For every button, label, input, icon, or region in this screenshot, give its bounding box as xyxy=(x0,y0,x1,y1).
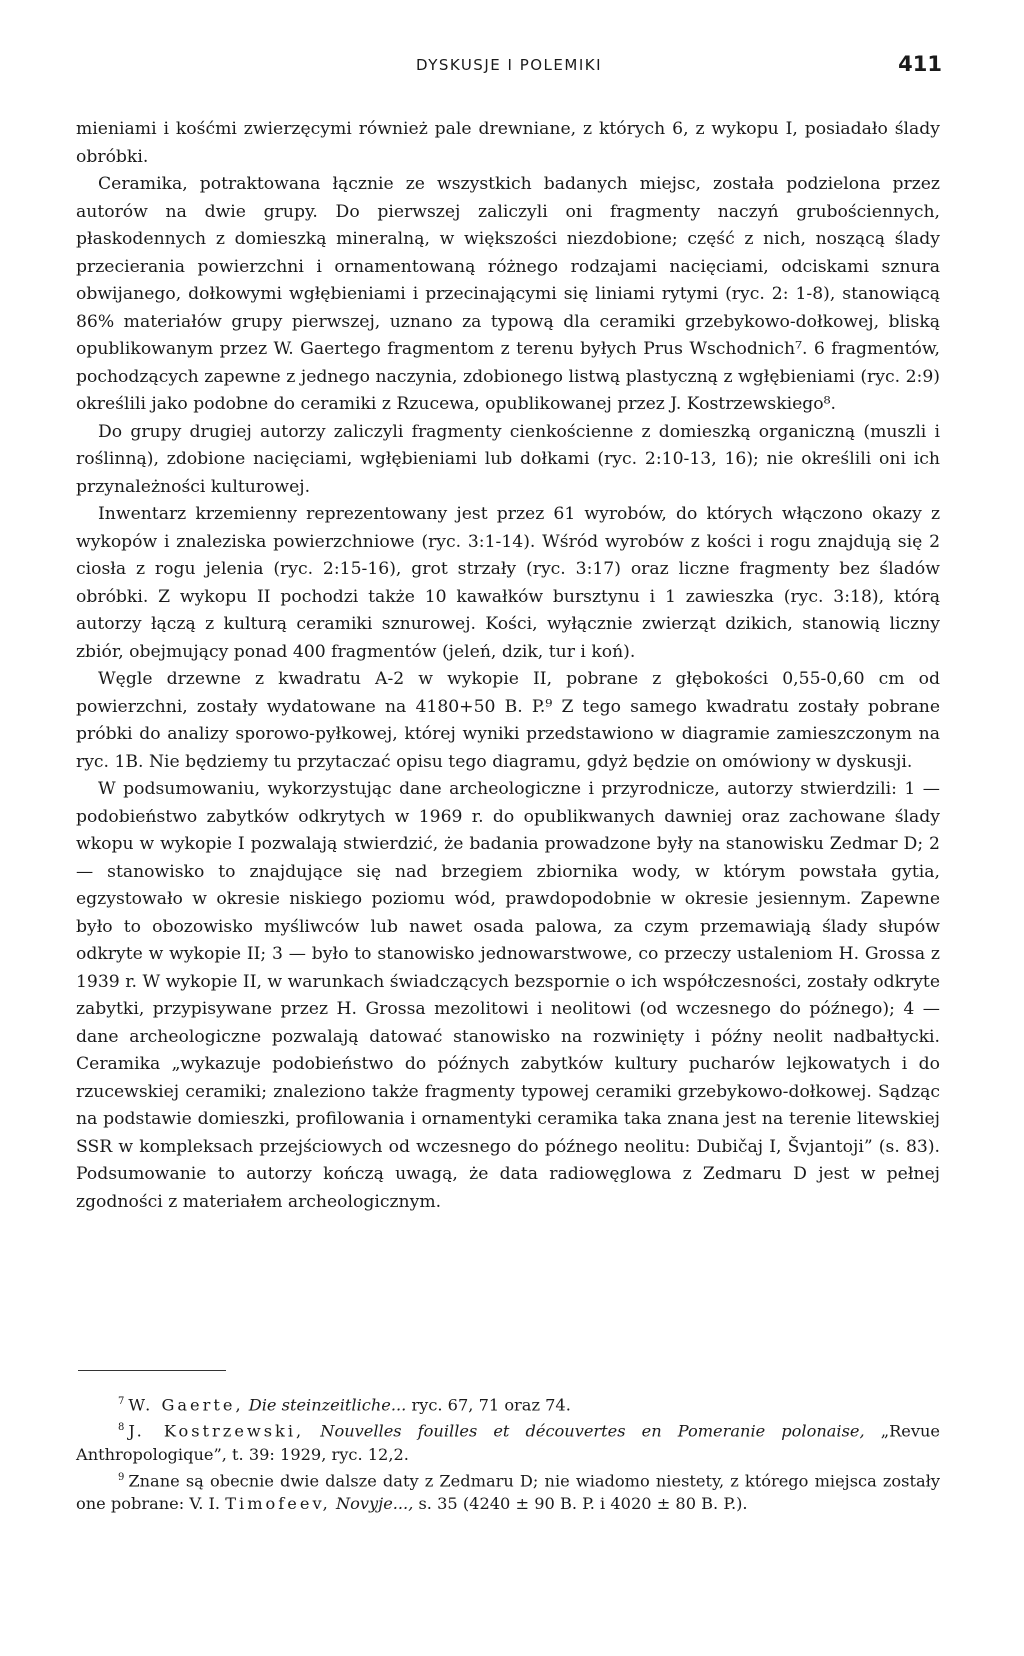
footnote-rest: ryc. 67, 71 oraz 74. xyxy=(406,1395,571,1415)
paragraph: W podsumowaniu, wykorzystując dane archeologiczne i przyrodnicze, autorzy stwierdzili: 1 — podobieństwo zabytków odkrytych w 1969 r. do opublikwanych dawniej oraz zachowane ślady wkopu w wykopie I pozwalają stwierdzić, że badania prowadzone były na stanowisku Zedmar D; 2 — stanowisko to znajdujące się nad brzegiem zbiornika wody, w którym powstała gytia, egzystowało w okresie niskiego poziomu wód, prawdopodobnie w okresie jesiennym. Zapewne było to obozowisko myśliwców lub nawet osada palowa, za czym przemawiają ślady słupów odkryte w wykopie II; 3 — było to stanowisko jednowarstwowe, co przeczy ustaleniom H. Grossa z 1939 r. W wykopie II, w warunkach świadczących bezspornie o ich współczesności, zostały odkryte zabytki, przypisywane przez H. Grossa mezolitowi i neolitowi (od wczesnego do późnego); 4 — dane archeologiczne pozwalają datować stanowisko na rozwinięty i późny neolit nadbałtycki. Ceramika „wykazuje podobieństwo do późnych zabytków kultury pucharów lejkowatych i do rzucewskiej ceramiki; znaleziono także fragmenty typowej ceramiki grzebykowo-dołkowej. Sądząc na podstawie domieszki, profilowania i ornamentyki ceramika taka znana jest na terenie litewskiej SSR w kompleksach przejściowych od wczesnego do późnego neolitu: Dubičaj I, Švjantoji” (s. 83). Podsumowanie to autorzy kończą uwagą, że data radiowęglowa z Zedmaru D jest w pełnej zgodności z materiałem archeologicznym. xyxy=(76,779,941,1212)
footnote-author: J. Kostrzewski, xyxy=(128,1421,305,1441)
footnote-title: Novyje..., xyxy=(335,1494,414,1514)
footnote-author: W. Gaerte, xyxy=(128,1395,244,1415)
paragraph: Węgle drzewne z kwadratu A-2 w wykopie II, pobrane z głębokości 0,55-0,60 cm od powierzchni, zostały wydatowane na 4180+50 B. P.⁹ Z tego samego kwadratu zostały pobrane próbki do analizy sporowo-pyłkowej, której wyniki przedstawiono w diagramie zamieszczonym na ryc. 1B. Nie będziemy tu przytaczać opisu tego diagramu, gdyż będzie on omówiony w dyskusji. xyxy=(76,669,940,772)
footnote-9 xyxy=(76,1466,940,1515)
footnotes xyxy=(76,1390,940,1515)
body-text xyxy=(76,116,940,1216)
page-header xyxy=(76,52,942,80)
footnote-mark: 7 xyxy=(118,1396,125,1407)
footnote-mark: 8 xyxy=(118,1422,125,1434)
paragraph: Ceramika, potraktowana łącznie ze wszystkich badanych miejsc, została podzielona przez autorów na dwie grupy. Do pierwszej zaliczyli oni fragmenty naczyń grubościennych, płaskodennych z domieszką mineralną, w większości niezdobione; część z nich, noszącą ślady przecierania powierzchni i ornamentowaną różnego rodzajami nacięciami, odciskami sznura obwijanego, dołkowymi wgłębieniami i przecinającymi się liniami rytymi (ryc. 2: 1-8), stanowiącą 86% materiałów grupy pierwszej, uznano za typową dla ceramiki grzebykowo-dołkowej, bliską opublikowanym przez W. Gaertego fragmentom z terenu byłych Prus Wschodnich⁷. 6 fragmentów, pochodzących zapewne z jednego naczynia, zdobionego listwą plastyczną z wgłębieniami (ryc. 2:9) określili jako podobne do ceramiki z Rzucewa, opublikowanej przez J. Kostrzewskiego⁸. xyxy=(76,174,940,414)
footnote-rest: s. 35 (4240 ± 90 B. P. i 4020 ± 80 B. P.). xyxy=(413,1494,748,1514)
footnote-8 xyxy=(76,1416,940,1465)
footnote-text: Znane są obecnie dwie dalsze daty z Zedmaru D; nie wiadomo niestety, z którego miejsca zostały one pobrane: V. I. xyxy=(76,1471,940,1514)
footnote-author: Timofeev, xyxy=(225,1494,331,1514)
page-number: 411 xyxy=(898,52,942,76)
footnote-divider xyxy=(78,1370,226,1371)
paragraph: Do grupy drugiej autorzy zaliczyli fragmenty cienkościenne z domieszką organiczną (muszli i roślinną), zdobione nacięciami, wgłębieniami lub dołkami (ryc. 2:10-13, 16); nie określili oni ich przynależności kulturowej. xyxy=(76,421,940,497)
footnote-rest: „Revue Anthropologique”, t. 39: 1929, ryc. 12,2. xyxy=(76,1421,940,1464)
running-title: DYSKUSJE I POLEMIKI xyxy=(415,56,603,74)
footnote-mark: 9 xyxy=(118,1471,125,1483)
footnote-title: Die steinzeitliche... xyxy=(248,1395,407,1415)
paragraph: mieniami i kośćmi zwierzęcymi również pale drewniane, z których 6, z wykopu I, posiadało ślady obróbki. xyxy=(76,119,940,167)
footnote-title: Nouvelles fouilles et découvertes en Pomeranie polonaise, xyxy=(320,1421,865,1441)
footnote-7 xyxy=(76,1390,940,1416)
paragraph: Inwentarz krzemienny reprezentowany jest przez 61 wyrobów, do których włączono okazy z wykopów i znaleziska powierzchniowe (ryc. 3:1-14). Wśród wyrobów z kości i rogu znajdują się 2 ciosła z rogu jelenia (ryc. 2:15-16), grot strzały (ryc. 3:17) oraz liczne fragmenty bez śladów obróbki. Z wykopu II pochodzi także 10 kawałków bursztynu i 1 zawieszka (ryc. 3:18), którą autorzy łączą z kulturą ceramiki sznurowej. Kości, wyłącznie zwierząt dzikich, stanowią liczny zbiór, obejmujący ponad 400 fragmentów (jeleń, dzik, tur i koń). xyxy=(76,504,940,662)
